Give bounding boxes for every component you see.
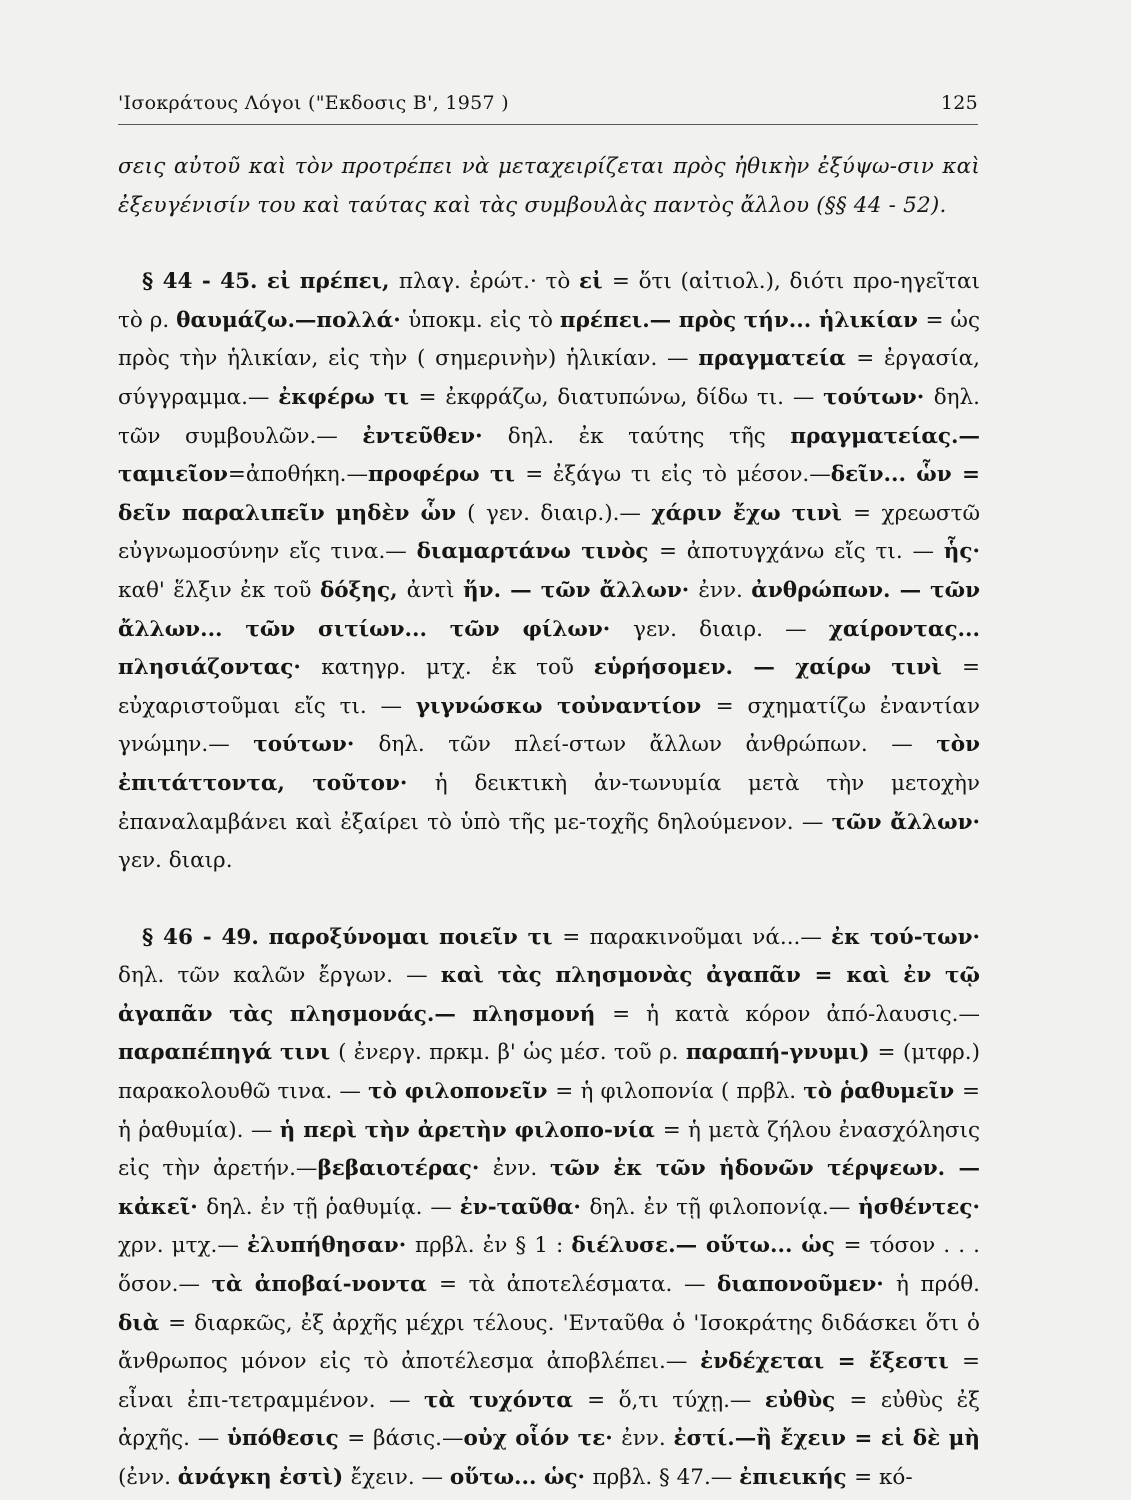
gloss-text: πλαγ. ἐρώτ.· τὸ [398, 269, 580, 295]
lemma-term: ἐλυπήθησαν· [247, 1233, 415, 1259]
lemma-term: δόξης, [319, 577, 407, 603]
gloss-text: δηλ. τῶν καλῶν ἔργων. — [118, 963, 441, 989]
lemma-term: ἐκφέρω τι [278, 384, 419, 410]
gloss-text: δηλ. ἐν τῇ ῥαθυμίᾳ. — [206, 1194, 460, 1220]
gloss-text: καθ' ἕλξιν ἐκ τοῦ [118, 577, 320, 603]
gloss-text: (ἐνν. [118, 1465, 178, 1490]
lemma-term: χάριν ἔχω τινὶ [651, 500, 854, 526]
gloss-text: ἀντὶ [406, 577, 464, 603]
lemma-term: ἐστί.—ἢ ἔχειν = εἰ δὲ μὴ [673, 1426, 980, 1452]
lemma-term: ἧς· [943, 539, 980, 565]
lemma-term: ἡ περὶ τὴν ἀρετὴν φιλοπο-νία [279, 1117, 663, 1143]
gloss-text: = εἶναι ἐπι-τετραμμένον. — [118, 1349, 981, 1413]
gloss-text: = ἐργασία, σύγγραμμα.— [118, 346, 981, 410]
lemma-term: ἥν. — τῶν ἄλλων· [463, 577, 699, 603]
running-header [118, 92, 978, 120]
gloss-text: δηλ. ἐκ ταύτης τῆς [507, 423, 791, 449]
gloss-text: = ἡ ῥαθυμία). — [118, 1079, 980, 1143]
header-title: 'Ισοκράτους Λόγοι ("Εκδοσις Β', 1957 ) [118, 92, 509, 114]
gloss-text: = τόσον . . . ὅσον.— [118, 1233, 980, 1298]
gloss-text: = εὐχαριστοῦμαι εἴς τι. — [118, 655, 980, 719]
gloss-text: = ὡς πρὸς τὴν ἡλικίαν, εἰς τὴν ( σημερινὴν) ἡλικίαν. — [118, 307, 981, 372]
gloss-text: = ἀποτυγχάνω εἴς τι. — [658, 539, 944, 565]
lemma-term: τούτων· [823, 384, 934, 410]
gloss-text: ἐνν. [492, 1156, 550, 1182]
gloss-text: = ἡ μετὰ ζήλου ἐνασχόλησις εἰς τὴν ἀρετήν.— [118, 1117, 981, 1182]
gloss-text: ἔχειν. — [350, 1465, 450, 1490]
lemma-term: διὰ [118, 1310, 169, 1336]
gloss-text: = εὐθὺς ἐξ ἀρχῆς. — [118, 1387, 981, 1452]
lemma-term: § 44 - 45. εἰ πρέπει, [142, 269, 399, 295]
lemma-term: τούτων· [253, 732, 379, 758]
lemma-term: ἐνδέχεται = ἔξεστι [700, 1349, 962, 1375]
lemma-term: πραγματεία [698, 346, 857, 372]
lemma-term: τῶν ἐκ τῶν ἡδονῶν τέρψεων. — κἀκεῖ· [118, 1156, 981, 1220]
lemma-term: τῶν ἄλλων· [831, 809, 980, 835]
lemma-term: δεῖν... ὧν = δεῖν παραλιπεῖν μηδὲν ὧν [118, 462, 981, 526]
lemma-term: ἐπιεικής [739, 1465, 855, 1490]
gloss-text: = ὅ,τι τύχῃ.— [587, 1387, 765, 1413]
paragraph-gap [118, 881, 980, 919]
lemma-term: καὶ τὰς πλησμονὰς ἀγαπᾶν = καὶ ἐν τῷ ἀγαπᾶν τὰς πλησμονάς.— πλησμονή [118, 963, 980, 1027]
gloss-text: ( γεν. διαιρ.).— [467, 500, 652, 526]
gloss-text: = χρεωστῶ εὐγνωμοσύνην εἴς τινα.— [118, 500, 980, 565]
gloss-text: = διαρκῶς, ἐξ ἀρχῆς μέχρι τέλους. 'Ενταῦθα ὁ 'Ισοκράτης διδάσκει ὅτι ὁ ἄνθρωπος μόνον εἰς τὸ ἀποτέλεσμα ἀποβλέπει.— [118, 1310, 980, 1375]
lemma-term: γιγνώσκω τοὐναντίον [415, 693, 716, 719]
gloss-text: = ἐκφράζω, διατυπώνω, δίδω τι. — [418, 384, 824, 410]
lemma-term: βεβαιοτέρας· [317, 1156, 493, 1182]
header-rule [118, 124, 978, 125]
gloss-text: ὑποκμ. εἰς τὸ [408, 307, 560, 333]
gloss-text: = ἡ φιλοπονία ( πρβλ. [555, 1079, 804, 1105]
section-44-45-paragraph [118, 263, 980, 881]
lemma-term: τὸ φιλοπονεῖν [368, 1079, 556, 1105]
lemma-term: διέλυσε.— οὕτω... ὡς [571, 1233, 844, 1259]
lemma-term: πραγματείας.—ταμιεῖον [118, 423, 981, 488]
gloss-text: = ὅτι (αἰτιολ.), διότι προ-ηγεῖται τὸ ρ. [118, 269, 980, 333]
lemma-term: διαπονοῦμεν· [717, 1272, 897, 1298]
gloss-text: = κό- [854, 1465, 913, 1490]
lemma-term: χαίροντας... πλησιάζοντας· [118, 616, 980, 681]
gloss-text: γεν. διαιρ. [118, 848, 233, 874]
gloss-text: χρν. μτχ.— [118, 1233, 247, 1259]
lemma-term: ἡσθέντες· [858, 1194, 980, 1220]
lemma-term: ὑπόθεσις [227, 1426, 348, 1452]
gloss-text: = ἐξάγω τι εἰς τὸ μέσον.— [525, 462, 831, 488]
gloss-text: = ἡ κατὰ κόρον ἀπό-λαυσις.— [612, 1001, 980, 1027]
page-body [118, 148, 980, 1498]
gloss-text: = βάσις.— [347, 1426, 464, 1452]
lemma-term: πρέπει.— πρὸς τήν... ἡλικίαν [559, 307, 926, 333]
lemma-term: εἰ [579, 269, 612, 295]
page-number: 125 [940, 92, 978, 114]
gloss-text: πρβλ. ἐν § 1 : [414, 1233, 572, 1259]
lemma-term: τὰ ἀποβαί-νοντα [211, 1272, 439, 1298]
gloss-text: = τὰ ἀποτελέσματα. — [438, 1272, 718, 1298]
gloss-text: δηλ. τῶν συμβουλῶν.— [118, 384, 980, 449]
lemma-term: οὐχ οἷόν τε· [463, 1426, 622, 1452]
lemma-term: ἀνάγκη ἐστὶ) [177, 1465, 351, 1490]
gloss-text: δηλ. τῶν πλεί-στων ἄλλων ἀνθρώπων. — [378, 732, 937, 758]
gloss-text: ἐνν. [621, 1426, 674, 1452]
lemma-term: τὸν ἐπιτάττοντα, τοῦτον· [118, 732, 980, 796]
gloss-text: δηλ. ἐν τῇ φιλοπονίᾳ.— [589, 1194, 859, 1220]
gloss-text: κατηγρ. μτχ. ἐκ τοῦ [321, 655, 594, 681]
lemma-term: τὸ ῥαθυμεῖν [803, 1079, 962, 1105]
lemma-term: § 46 - 49. παροξύνομαι ποιεῖν τι [142, 924, 563, 950]
gloss-text: = παρακινοῦμαι νά...— [562, 924, 832, 950]
paragraph-gap [118, 225, 980, 263]
gloss-text: = (μτφρ.) παρακολουθῶ τινα. — [118, 1040, 980, 1105]
lemma-term: εὐθὺς [764, 1387, 850, 1413]
lemma-term: εὑρήσομεν. — χαίρω τινὶ [593, 655, 962, 681]
gloss-text: πρβλ. § 47.— [592, 1465, 740, 1490]
lemma-term: προφέρω τι [367, 462, 526, 488]
gloss-text: γεν. διαιρ. — [633, 616, 829, 642]
gloss-text: =ἀποθήκη.— [227, 462, 368, 488]
section-46-49-paragraph [118, 919, 980, 1498]
lemma-term: ἐντεῦθεν· [362, 423, 508, 449]
lemma-term: ἐκ τού-των· [831, 924, 980, 950]
lemma-term: παραπή-γνυμι) [685, 1040, 878, 1066]
gloss-text: ἡ δεικτικὴ ἀν-τωνυμία μετὰ τὴν μετοχὴν ἐπαναλαμβάνει καὶ ἐξαίρει τὸ ὑπὸ τῆς με-τοχῆς δηλούμενον. — [118, 770, 980, 835]
lemma-term: ἀνθρώπων. — τῶν ἄλλων... τῶν σιτίων... τῶν φίλων· [118, 577, 981, 642]
lemma-term: τὰ τυχόντα [424, 1387, 588, 1413]
gloss-text: ( ἐνεργ. πρκμ. β' ὡς μέσ. τοῦ ρ. [338, 1040, 686, 1066]
gloss-text: = σχηματίζω ἐναντίαν γνώμην.— [118, 693, 980, 758]
lemma-term: διαμαρτάνω τινὸς [416, 539, 659, 565]
lemma-term: παραπέπηγά τινι [118, 1040, 339, 1066]
gloss-text: ἡ πρόθ. [896, 1272, 980, 1298]
gloss-text: ἐνν. [698, 577, 752, 603]
lemma-term: οὕτω... ὡς· [449, 1465, 593, 1490]
intro-paragraph: σεις αὐτοῦ καὶ τὸν προτρέπει νὰ μεταχειρίζεται πρὸς ἠθικὴν ἐξύψω-σιν καὶ ἐξευγένισίν του καὶ ταύτας καὶ τὰς συμβουλὰς παντὸς ἄλλου (§§ 44 - 52). [118, 154, 980, 218]
lemma-term: ἐν-ταῦθα· [459, 1194, 590, 1220]
lemma-term: θαυμάζω.—πολλά· [176, 307, 409, 333]
